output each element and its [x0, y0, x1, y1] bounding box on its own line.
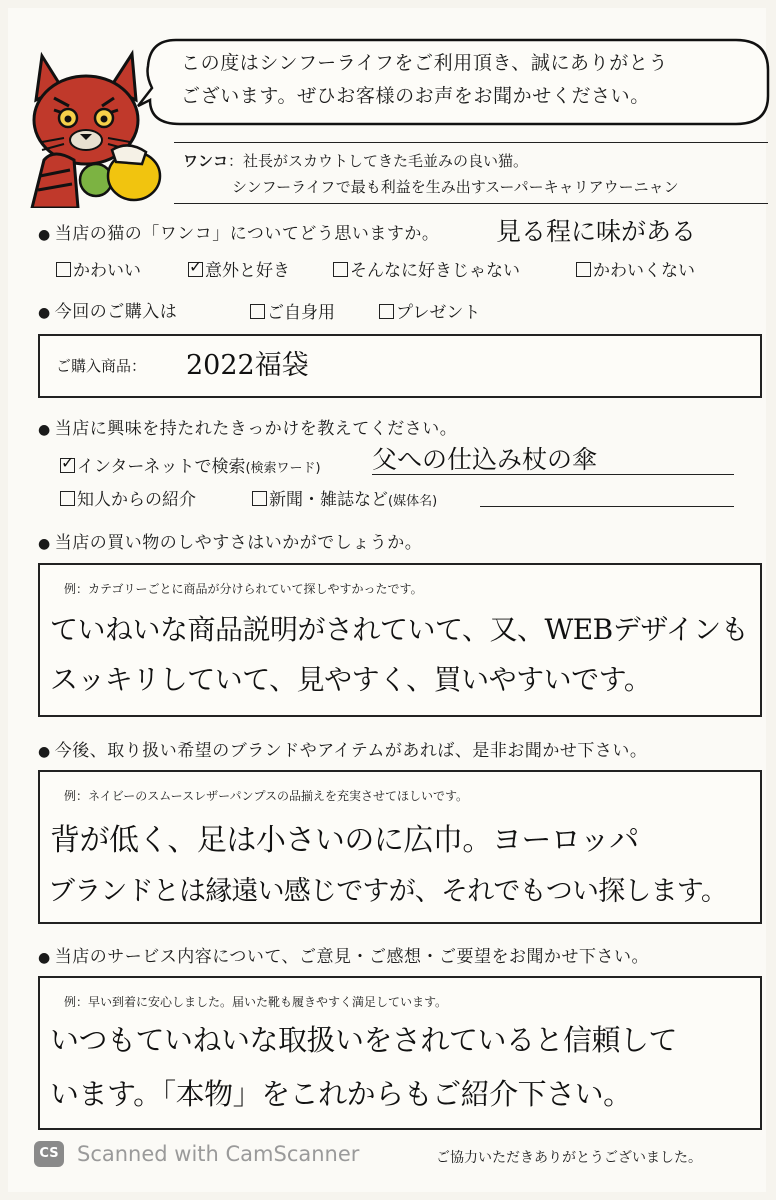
q2-option-self[interactable]: ご自身用 [250, 298, 335, 323]
q4-answer-line-1: ていねいな商品説明がされていて、又、WEBデザインも [50, 613, 749, 646]
bullet-icon: ● [38, 744, 51, 760]
checkbox-icon[interactable] [250, 304, 265, 319]
thanks-message: ご協力いただきありがとうございました。 [436, 1150, 702, 1166]
q5-answer-line-1: 背が低く、足は小さいのに広巾。ヨーロッパ [50, 823, 639, 858]
bubble-line-1: この度はシンフーライフをご利用頂き、誠にありがとう [181, 52, 669, 74]
checkbox-icon[interactable] [60, 491, 75, 506]
q2-question: ● 今回のご購入は [38, 302, 178, 322]
q1-handwritten-answer: 見る程に味がある [496, 217, 697, 246]
q1-option-kawaikunai[interactable]: かわいくない [576, 256, 695, 281]
product-handwritten-value: 2022福袋 [186, 350, 309, 381]
bullet-icon: ● [38, 536, 51, 552]
bullet-icon: ● [38, 305, 51, 321]
mascot-description-line-1 [183, 150, 528, 171]
bubble-line-2: ございます。ぜひお客様のお声をお聞かせください。 [181, 85, 650, 107]
q5-answer-line-2: ブランドとは縁遠い感じですが、それでもつい探します。 [48, 876, 728, 907]
q6-question: ● 当店のサービス内容について、ご意見・ご感想・ご要望をお聞かせ下さい。 [38, 947, 650, 967]
checkbox-checked-icon[interactable] [60, 458, 75, 473]
camscanner-watermark: Scanned with CamScanner [77, 1142, 360, 1166]
checkbox-checked-icon[interactable] [188, 262, 203, 277]
product-box [38, 334, 762, 398]
q6-answer-line-2: います。「本物」をこれからもご紹介下さい。 [50, 1077, 632, 1111]
camscanner-logo-icon: CS [34, 1141, 64, 1167]
q4-answer-line-2: スッキリしていて、見やすく、買いやすいです。 [50, 663, 652, 696]
q5-question: ● 今後、取り扱い希望のブランドやアイテムがあれば、是非お聞かせ下さい。 [38, 741, 648, 761]
checkbox-icon[interactable] [252, 491, 267, 506]
q1-option-kawaii[interactable]: かわいい [56, 256, 141, 281]
q1-option-igai-to-suki[interactable]: ✓ 意外と好き [188, 256, 290, 281]
q1-option-sonnani[interactable]: そんなに好きじゃない [333, 256, 520, 281]
checkbox-icon[interactable] [333, 262, 348, 277]
q3-question: ● 当店に興味を持たれたきっかけを教えてください。 [38, 419, 458, 439]
bullet-icon: ● [38, 422, 51, 438]
q2-option-gift[interactable]: プレゼント [379, 298, 480, 323]
bullet-icon: ● [38, 227, 51, 243]
q6-example: 例：早い到着に安心しました。届いた靴も履きやすく満足しています。 [64, 995, 448, 1009]
q6-answer-line-1: いつもていねいな取扱いをされていると信頼して [50, 1023, 678, 1057]
q5-example: 例：ネイビーのスムースレザーパンプスの品揃えを充実させてほしいです。 [64, 789, 469, 803]
product-label: ご購入商品： [56, 357, 147, 375]
mascot-desc-2: シンフーライフで最も利益を生み出すスーパーキャリアウーニャン [232, 178, 679, 196]
q3-option-friend[interactable]: 知人からの紹介 [60, 485, 196, 510]
checkbox-icon[interactable] [379, 304, 394, 319]
bullet-icon: ● [38, 950, 51, 966]
media-underline [480, 506, 734, 507]
q1-question: ● 当店の猫の「ワンコ」についてどう思いますか。 [38, 224, 440, 244]
q3-option-internet[interactable]: ✓インターネットで検索(検索ワード) [60, 452, 321, 477]
checkbox-icon[interactable] [576, 262, 591, 277]
q4-question: ● 当店の買い物のしやすさはいかがでしょうか。 [38, 533, 423, 553]
mascot-desc-1: ：社長がスカウトしてきた毛並みの良い猫。 [228, 152, 529, 170]
q3-option-media[interactable]: 新聞・雑誌など(媒体名) [252, 485, 437, 510]
mascot-name-label: ワンコ [183, 152, 229, 170]
checkbox-icon[interactable] [56, 262, 71, 277]
q3-keyword-handwritten: 父への仕込み杖の傘 [372, 445, 598, 474]
q4-example: 例：カテゴリーごとに商品が分けられていて探しやすかったです。 [64, 582, 423, 596]
